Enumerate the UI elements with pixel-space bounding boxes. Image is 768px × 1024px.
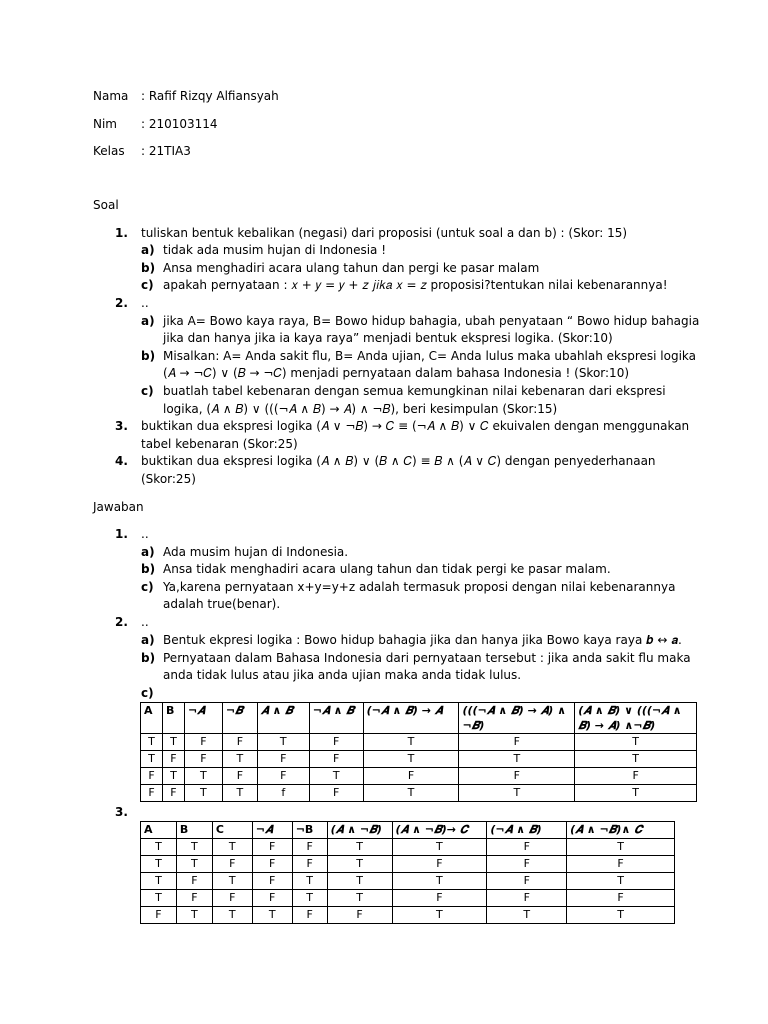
- soal-q1-number: 1.: [115, 226, 128, 240]
- table-cell: T: [257, 734, 309, 751]
- table-cell: T: [212, 873, 252, 890]
- table-cell: F: [459, 734, 575, 751]
- table-cell: F: [487, 873, 567, 890]
- soal-q2a-line2: jika dan hanya jika ia kaya raya” menjadi bentuk ekspresi logika. (Skor:10): [163, 331, 613, 345]
- jawaban-a1a-label: a): [141, 545, 155, 559]
- header-cell: A: [141, 703, 163, 734]
- jawaban-a1-number: 1.: [115, 527, 128, 541]
- jawaban-a1c-line2: adalah true(benar).: [163, 597, 281, 611]
- table-cell: F: [392, 856, 487, 873]
- soal-q2b-line2: (𝐴 → ¬𝐶) ∨ (𝐵 → ¬𝐶) menjadi pernyataan dalam bahasa Indonesia ! (Skor:10): [163, 366, 630, 380]
- header-line: ¬𝑩): [462, 719, 485, 732]
- soal-q1a-text: tidak ada musim hujan di Indonesia !: [163, 243, 387, 257]
- table-cell: F: [252, 890, 292, 907]
- header-line: (((¬𝑨 ∧ 𝑩) → 𝑨) ∧: [462, 704, 567, 717]
- header-cell: B: [176, 822, 212, 839]
- table-cell: F: [309, 751, 363, 768]
- table-cell: F: [212, 856, 252, 873]
- table-cell: F: [487, 856, 567, 873]
- table-cell: T: [184, 785, 222, 802]
- table-cell: F: [487, 890, 567, 907]
- table-cell: T: [292, 890, 327, 907]
- table-row: [141, 890, 675, 907]
- class-label: Kelas: [93, 144, 125, 158]
- soal-q1c-label: c): [141, 278, 154, 292]
- table-cell: F: [292, 839, 327, 856]
- jawaban-a2-text: ..: [141, 615, 149, 629]
- jawaban-a2b-line1: Pernyataan dalam Bahasa Indonesia dari pernyataan tersebut : jika anda sakit flu maka: [163, 651, 691, 665]
- table-cell: T: [252, 907, 292, 924]
- header-cell: A: [141, 822, 177, 839]
- table-cell: F: [141, 785, 163, 802]
- table-cell: F: [567, 890, 675, 907]
- header-line: (𝑨 ∧ 𝑩) ∨ (((¬𝑨 ∧: [578, 704, 682, 717]
- table-cell: T: [392, 873, 487, 890]
- header-cell: (𝑨 ∧ ¬𝑩)→ 𝑪: [392, 822, 487, 839]
- jawaban-a2b-line2: anda tidak lulus atau jika anda ujian maka anda tidak lulus.: [163, 668, 522, 682]
- soal-q1a-label: a): [141, 243, 155, 257]
- name-label: Nama: [93, 89, 129, 103]
- table-cell: T: [141, 839, 177, 856]
- soal-q1c-text: apakah pernyataan : 𝑥 + 𝑦 = 𝑦 + 𝑧 𝑗𝑖𝑘𝑎 𝑥 = 𝑧 proposisi?tentukan nilai kebenarannya!: [163, 278, 668, 292]
- table-cell: T: [459, 785, 575, 802]
- table-cell: T: [327, 890, 392, 907]
- header-line: 𝑩) → 𝑨) ∧¬𝑩): [578, 719, 656, 732]
- header-cell: (¬𝑨 ∧ 𝑩): [487, 822, 567, 839]
- table-cell: F: [392, 890, 487, 907]
- jawaban-a1-text: ..: [141, 527, 149, 541]
- table-cell: F: [212, 890, 252, 907]
- header-cell: ¬B: [292, 822, 327, 839]
- header-cell: 𝑨 ∧ 𝑩: [257, 703, 309, 734]
- table-cell: T: [176, 856, 212, 873]
- jawaban-a1b-label: b): [141, 562, 156, 576]
- table-cell: T: [162, 734, 184, 751]
- soal-q2b-label: b): [141, 349, 156, 363]
- nim-value: : 210103114: [141, 117, 218, 131]
- table-row: [141, 873, 675, 890]
- soal-q1b-text: Ansa menghadiri acara ulang tahun dan pergi ke pasar malam: [163, 261, 540, 275]
- soal-q2a-label: a): [141, 314, 155, 328]
- table-cell: T: [567, 873, 675, 890]
- table-cell: F: [252, 873, 292, 890]
- table-header-row: [141, 822, 675, 839]
- soal-q3-number: 3.: [115, 419, 128, 433]
- table-cell: T: [176, 907, 212, 924]
- jawaban-a2a-label: a): [141, 633, 155, 647]
- table-cell: F: [222, 768, 257, 785]
- table-row: [141, 734, 697, 751]
- soal-q3-line2: tabel kebenaran (Skor:25): [141, 437, 298, 451]
- table-cell: F: [567, 856, 675, 873]
- table-cell: T: [327, 856, 392, 873]
- soal-q1-text: tuliskan bentuk kebalikan (negasi) dari proposisi (untuk soal a dan b) : (Skor: 15): [141, 226, 628, 240]
- header-cell: [459, 703, 575, 734]
- table-row: [141, 839, 675, 856]
- table-cell: F: [176, 890, 212, 907]
- table-cell: F: [176, 873, 212, 890]
- table-cell: T: [363, 734, 459, 751]
- table-cell: F: [309, 785, 363, 802]
- header-cell: ¬𝑨: [252, 822, 292, 839]
- table-cell: T: [309, 768, 363, 785]
- jawaban-a2c-label: c): [141, 686, 154, 700]
- table-cell: T: [487, 907, 567, 924]
- table-cell: F: [575, 768, 697, 785]
- soal-q2b-line1: Misalkan: A= Anda sakit flu, B= Anda ujian, C= Anda lulus maka ubahlah ekspresi logika: [163, 349, 697, 363]
- soal-q2c-line2: logika, (𝐴 ∧ 𝐵) ∨ (((¬𝐴 ∧ 𝐵) → 𝐴) ∧ ¬𝐵), beri kesimpulan (Skor:15): [163, 402, 558, 416]
- table-cell: T: [363, 785, 459, 802]
- table-cell: T: [327, 873, 392, 890]
- soal-q3-line1: buktikan dua ekspresi logika (𝐴 ∨ ¬𝐵) → 𝐶 ≡ (¬𝐴 ∧ 𝐵) ∨ 𝐶 ekuivalen dengan menggunakan: [141, 419, 690, 433]
- class-value: : 21TIA3: [141, 144, 191, 158]
- table-cell: F: [184, 751, 222, 768]
- table-row: [141, 907, 675, 924]
- table-cell: F: [257, 768, 309, 785]
- soal-q2-number: 2.: [115, 296, 128, 310]
- soal-q4-line1: buktikan dua ekspresi logika (𝐴 ∧ 𝐵) ∨ (𝐵 ∧ 𝐶) ≡ 𝐵 ∧ (𝐴 ∨ 𝐶) dengan penyederhanaan: [141, 454, 656, 468]
- table-cell: F: [222, 734, 257, 751]
- table-cell: T: [459, 751, 575, 768]
- name-value: : Rafif Rizqy Alfiansyah: [141, 89, 279, 103]
- jawaban-a2-number: 2.: [115, 615, 128, 629]
- table-cell: F: [363, 768, 459, 785]
- soal-q1b-label: b): [141, 261, 156, 275]
- table-cell: T: [363, 751, 459, 768]
- table-header-row: [141, 703, 697, 734]
- header-cell: C: [212, 822, 252, 839]
- header-cell: (𝑨 ∧ ¬𝑩): [327, 822, 392, 839]
- table-cell: F: [292, 907, 327, 924]
- table-row: [141, 856, 675, 873]
- table-cell: F: [459, 768, 575, 785]
- table-cell: T: [162, 768, 184, 785]
- table-cell: f: [257, 785, 309, 802]
- soal-heading: Soal: [93, 198, 119, 212]
- table-cell: F: [162, 785, 184, 802]
- table-cell: T: [141, 734, 163, 751]
- table-cell: T: [141, 873, 177, 890]
- table-cell: T: [575, 751, 697, 768]
- table-cell: T: [222, 751, 257, 768]
- table-row: [141, 751, 697, 768]
- truth-table-3: [140, 821, 675, 924]
- soal-q4-line2: (Skor:25): [141, 472, 196, 486]
- jawaban-a2a-text: Bentuk ekpresi logika : Bowo hidup bahagia jika dan hanya jika Bowo kaya raya 𝒃 ↔ 𝒂.: [163, 633, 682, 647]
- table-cell: F: [257, 751, 309, 768]
- table-row: [141, 768, 697, 785]
- table-cell: F: [309, 734, 363, 751]
- jawaban-a1a-text: Ada musim hujan di Indonesia.: [163, 545, 349, 559]
- soal-q2c-line1: buatlah tabel kebenaran dengan semua kemungkinan nilai kebenaran dari ekspresi: [163, 384, 666, 398]
- jawaban-a1c-label: c): [141, 580, 154, 594]
- table-cell: F: [162, 751, 184, 768]
- truth-table-2c: [140, 702, 697, 802]
- table-cell: T: [392, 907, 487, 924]
- table-cell: F: [252, 856, 292, 873]
- table-row: [141, 785, 697, 802]
- table-cell: F: [141, 907, 177, 924]
- table-cell: F: [184, 734, 222, 751]
- table-cell: F: [292, 856, 327, 873]
- table-cell: T: [184, 768, 222, 785]
- nim-label: Nim: [93, 117, 117, 131]
- table-cell: T: [141, 751, 163, 768]
- table-cell: T: [392, 839, 487, 856]
- jawaban-a3-number: 3.: [115, 805, 128, 819]
- table-cell: T: [212, 839, 252, 856]
- table-cell: F: [487, 839, 567, 856]
- soal-q2-text: ..: [141, 296, 149, 310]
- table-cell: F: [327, 907, 392, 924]
- jawaban-a2b-label: b): [141, 651, 156, 665]
- header-cell: ¬𝑨 ∧ 𝑩: [309, 703, 363, 734]
- table-cell: T: [327, 839, 392, 856]
- table-cell: T: [575, 785, 697, 802]
- header-cell: (𝑨 ∧ ¬𝑩)∧ 𝑪: [567, 822, 675, 839]
- header-cell: B: [162, 703, 184, 734]
- table-cell: T: [222, 785, 257, 802]
- table-cell: T: [567, 907, 675, 924]
- table-cell: F: [252, 839, 292, 856]
- table-cell: T: [292, 873, 327, 890]
- table-cell: T: [575, 734, 697, 751]
- table-cell: F: [141, 768, 163, 785]
- jawaban-a1b-text: Ansa tidak menghadiri acara ulang tahun dan tidak pergi ke pasar malam.: [163, 562, 611, 576]
- table-cell: T: [141, 890, 177, 907]
- soal-q4-number: 4.: [115, 454, 128, 468]
- header-cell: ¬𝑨: [184, 703, 222, 734]
- table-cell: T: [212, 907, 252, 924]
- soal-q2c-label: c): [141, 384, 154, 398]
- header-cell: (¬𝑨 ∧ 𝑩) → 𝑨: [363, 703, 459, 734]
- header-cell: [575, 703, 697, 734]
- table-cell: T: [176, 839, 212, 856]
- table-cell: T: [141, 856, 177, 873]
- header-cell: ¬𝑩: [222, 703, 257, 734]
- soal-q2a-line1: jika A= Bowo kaya raya, B= Bowo hidup bahagia, ubah penyataan “ Bowo hidup bahagia: [163, 314, 700, 328]
- jawaban-heading: Jawaban: [93, 500, 144, 514]
- table-cell: T: [567, 839, 675, 856]
- jawaban-a1c-line1: Ya,karena pernyataan x+y=y+z adalah termasuk proposi dengan nilai kebenarannya: [163, 580, 676, 594]
